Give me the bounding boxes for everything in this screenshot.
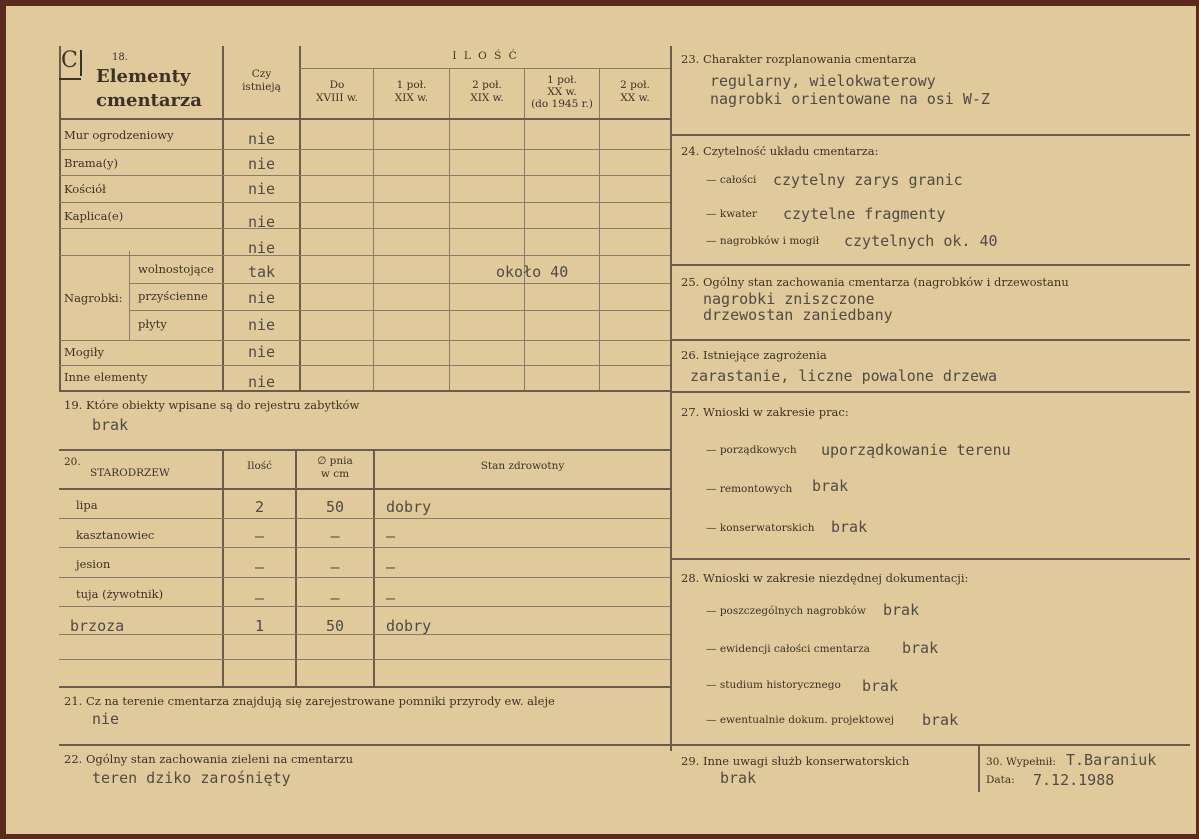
rule <box>59 149 670 150</box>
rule <box>59 547 670 548</box>
col-exists-line2: istnieją <box>242 81 281 93</box>
tree-qty-brzoza: 1 <box>254 617 265 635</box>
s23-line2: nagrobki orientowane na osi W-Z <box>710 90 990 108</box>
rule <box>299 68 670 69</box>
row-label-inne: Inne elementy <box>64 370 148 384</box>
s27-item1-label: — porządkowych <box>706 444 797 456</box>
rule <box>129 310 670 311</box>
rule <box>599 68 600 391</box>
rule <box>59 518 670 519</box>
tree-state-tuja: – <box>386 589 396 607</box>
tree-diam-kasztanowiec: – <box>330 527 340 545</box>
row-label-brama: Brama(y) <box>64 156 119 170</box>
period-4-line2: XX w. <box>547 86 577 98</box>
tree-name-lipa: lipa <box>76 498 98 512</box>
rule <box>59 340 670 341</box>
rule <box>59 686 670 688</box>
rule <box>670 46 672 751</box>
s24-item1-label: — całości <box>706 174 757 186</box>
rule <box>59 118 670 120</box>
rule <box>59 390 670 392</box>
rule <box>449 68 450 391</box>
tree-state-lipa: dobry <box>386 498 432 516</box>
rule <box>129 283 670 284</box>
row-exists-inne: nie <box>247 373 276 391</box>
row-label-przyscienne: przyścienne <box>138 289 208 303</box>
row-exists-przyscienne: nie <box>247 289 276 307</box>
rule <box>59 175 670 176</box>
record-card <box>6 6 1196 834</box>
row-exists-plyty: nie <box>247 316 276 334</box>
s27-item3-value: brak <box>831 518 868 536</box>
s25-label: 25. Ogólny stan zachowania cmentarza (nagrobków i drzewostanu <box>681 275 1069 289</box>
s28-item4-value: brak <box>922 711 959 729</box>
s20-header-diam-line2: w cm <box>320 468 350 480</box>
tree-diam-brzoza: 50 <box>325 617 345 635</box>
period-4-line3: (do 1945 r.) <box>531 98 593 110</box>
tree-name-brzoza: brzoza <box>70 617 125 635</box>
tree-diam-jesion: – <box>330 558 340 576</box>
tree-qty-jesion: – <box>254 558 265 576</box>
rule <box>59 488 670 490</box>
rule <box>672 134 1190 136</box>
row-label-plyty: płyty <box>138 317 167 331</box>
s28-item4-label: — ewentualnie dokum. projektowej <box>706 714 894 726</box>
row-exists-kaplica: nie <box>247 213 276 231</box>
s19-label: 19. Które obiekty wpisane są do rejestru zabytków <box>64 398 360 412</box>
tree-name-jesion: jesion <box>76 557 111 571</box>
s28-item1-value: brak <box>883 601 920 619</box>
s29-label: 29. Inne uwagi służb konserwatorskich <box>681 754 910 768</box>
letter-bar <box>80 50 82 76</box>
s25-line1: nagrobki zniszczone <box>703 290 875 308</box>
rule <box>59 228 670 229</box>
tree-diam-lipa: 50 <box>325 498 345 516</box>
period-3-line1: 2 poł. <box>472 79 502 91</box>
section-number: 18. <box>112 52 128 63</box>
period-3-line2: XIX w. <box>470 92 504 104</box>
s24-item3-value: czytelnych ok. 40 <box>844 232 998 250</box>
s24-item3-label: — nagrobków i mogił <box>706 235 820 247</box>
s28-item2-value: brak <box>902 639 939 657</box>
s24-item1-value: czytelny zarys granic <box>773 171 963 189</box>
rule <box>672 339 1190 341</box>
tree-diam-tuja: – <box>330 589 340 607</box>
elements-title-line1: Elementy <box>96 66 191 87</box>
s24-item2-value: czytelne fragmenty <box>783 205 946 223</box>
rule <box>672 264 1190 266</box>
s30-date: 7.12.1988 <box>1033 771 1115 789</box>
s30-filled-by: T.Baraniuk <box>1066 751 1157 769</box>
row-exists-brama: nie <box>247 155 276 173</box>
tree-state-brzoza: dobry <box>386 617 432 635</box>
s24-label: 24. Czytelność układu cmentarza: <box>681 144 879 158</box>
tree-name-tuja: tuja (żywotnik) <box>76 587 164 601</box>
s29-value: brak <box>720 769 757 787</box>
s27-item2-label: — remontowych <box>706 483 793 495</box>
period-4-line1: 1 poł. <box>547 74 577 86</box>
row-label-mur: Mur ogrodzeniowy <box>64 128 174 142</box>
s20-number: 20. <box>64 456 81 468</box>
s26-value: zarastanie, liczne powalone drzewa <box>690 367 998 385</box>
rule <box>672 391 1190 393</box>
rule <box>978 746 980 792</box>
s28-label: 28. Wnioski w zakresie niezdędnej dokumentacji: <box>681 571 969 585</box>
s28-item2-label: — ewidencji całości cmentarza <box>706 643 870 655</box>
period-5-line2: XX w. <box>620 92 650 104</box>
row-label-wolnostojace: wolnostojące <box>138 262 214 276</box>
row-exists-mur: nie <box>247 130 276 148</box>
s30-label-filled: 30. Wypełnił: <box>986 756 1056 768</box>
period-1-line2: XVIII w. <box>316 92 358 104</box>
rule <box>373 449 375 687</box>
rule <box>59 577 670 578</box>
s23-label: 23. Charakter rozplanowania cmentarza <box>681 52 917 66</box>
tree-qty-tuja: – <box>254 589 265 607</box>
rule <box>373 68 374 391</box>
rule <box>672 558 1190 560</box>
row-exists-blank: nie <box>247 239 276 257</box>
rule <box>672 744 1190 746</box>
tree-name-kasztanowiec: kasztanowiec <box>76 528 155 542</box>
s20-header-ilosc: Ilość <box>246 460 273 472</box>
rule <box>59 202 670 203</box>
row-label-kaplica: Kaplica(e) <box>64 209 124 223</box>
tree-qty-kasztanowiec: – <box>254 527 265 545</box>
s20-header-stan: Stan zdrowotny <box>480 460 565 472</box>
tree-qty-lipa: 2 <box>254 498 265 516</box>
s23-line1: regularny, wielokwaterowy <box>710 72 936 90</box>
rule <box>59 255 670 256</box>
s28-item1-label: — poszczególnych nagrobków <box>706 605 866 617</box>
letter-underline <box>59 78 81 80</box>
s22-label: 22. Ogólny stan zachowania zieleni na cmentarzu <box>64 752 353 766</box>
period-1-line1: Do <box>329 79 345 91</box>
row-exists-mogily: nie <box>247 343 276 361</box>
s19-value: brak <box>92 416 129 434</box>
s28-item3-value: brak <box>862 677 899 695</box>
row-label-mogily: Mogiły <box>64 345 104 359</box>
row-exists-kosciol: nie <box>247 180 276 198</box>
s20-header-starodrzew: STARODRZEW <box>90 467 170 479</box>
rule <box>59 449 670 451</box>
section-letter: C <box>61 48 78 73</box>
s21-value: nie <box>92 710 120 728</box>
s27-label: 27. Wnioski w zakresie prac: <box>681 405 849 419</box>
s30-label-date: Data: <box>986 774 1015 786</box>
s27-item1-value: uporządkowanie terenu <box>821 441 1011 459</box>
s25-line2: drzewostan zaniedbany <box>703 306 893 324</box>
s27-item2-value: brak <box>812 477 849 495</box>
elements-title-line2: cmentarza <box>96 90 202 111</box>
col-exists-line1: Czy <box>251 68 272 80</box>
s20-header-diam-line1: ∅ pnia <box>317 455 353 467</box>
rule <box>59 365 670 366</box>
period-5-line1: 2 poł. <box>620 79 650 91</box>
period-2-line1: 1 poł. <box>396 79 427 91</box>
rule <box>524 68 525 391</box>
tree-state-kasztanowiec: – <box>386 527 396 545</box>
s22-value: teren dziko zarośnięty <box>92 769 291 787</box>
s24-item2-label: — kwater <box>706 208 757 220</box>
rule <box>129 251 130 341</box>
row-label-kosciol: Kościół <box>64 182 106 196</box>
s28-item3-label: — studium historycznego <box>706 679 841 691</box>
rule <box>59 744 670 746</box>
s26-label: 26. Istniejące zagrożenia <box>681 348 827 362</box>
period-2-line2: XIX w. <box>394 92 429 104</box>
tree-state-jesion: – <box>386 558 396 576</box>
nagrobki-count: około 40 <box>496 263 569 281</box>
nagrobki-label: Nagrobki: <box>64 291 123 305</box>
s27-item3-label: — konserwatorskich <box>706 522 815 534</box>
rule <box>59 659 670 660</box>
s21-label: 21. Cz na terenie cmentarza znajdują się zarejestrowane pomniki przyrody ew. aleje <box>64 694 555 708</box>
ilosc-header: I L O Ś Ć <box>452 50 519 62</box>
row-exists-wolnostojace: tak <box>247 263 276 281</box>
